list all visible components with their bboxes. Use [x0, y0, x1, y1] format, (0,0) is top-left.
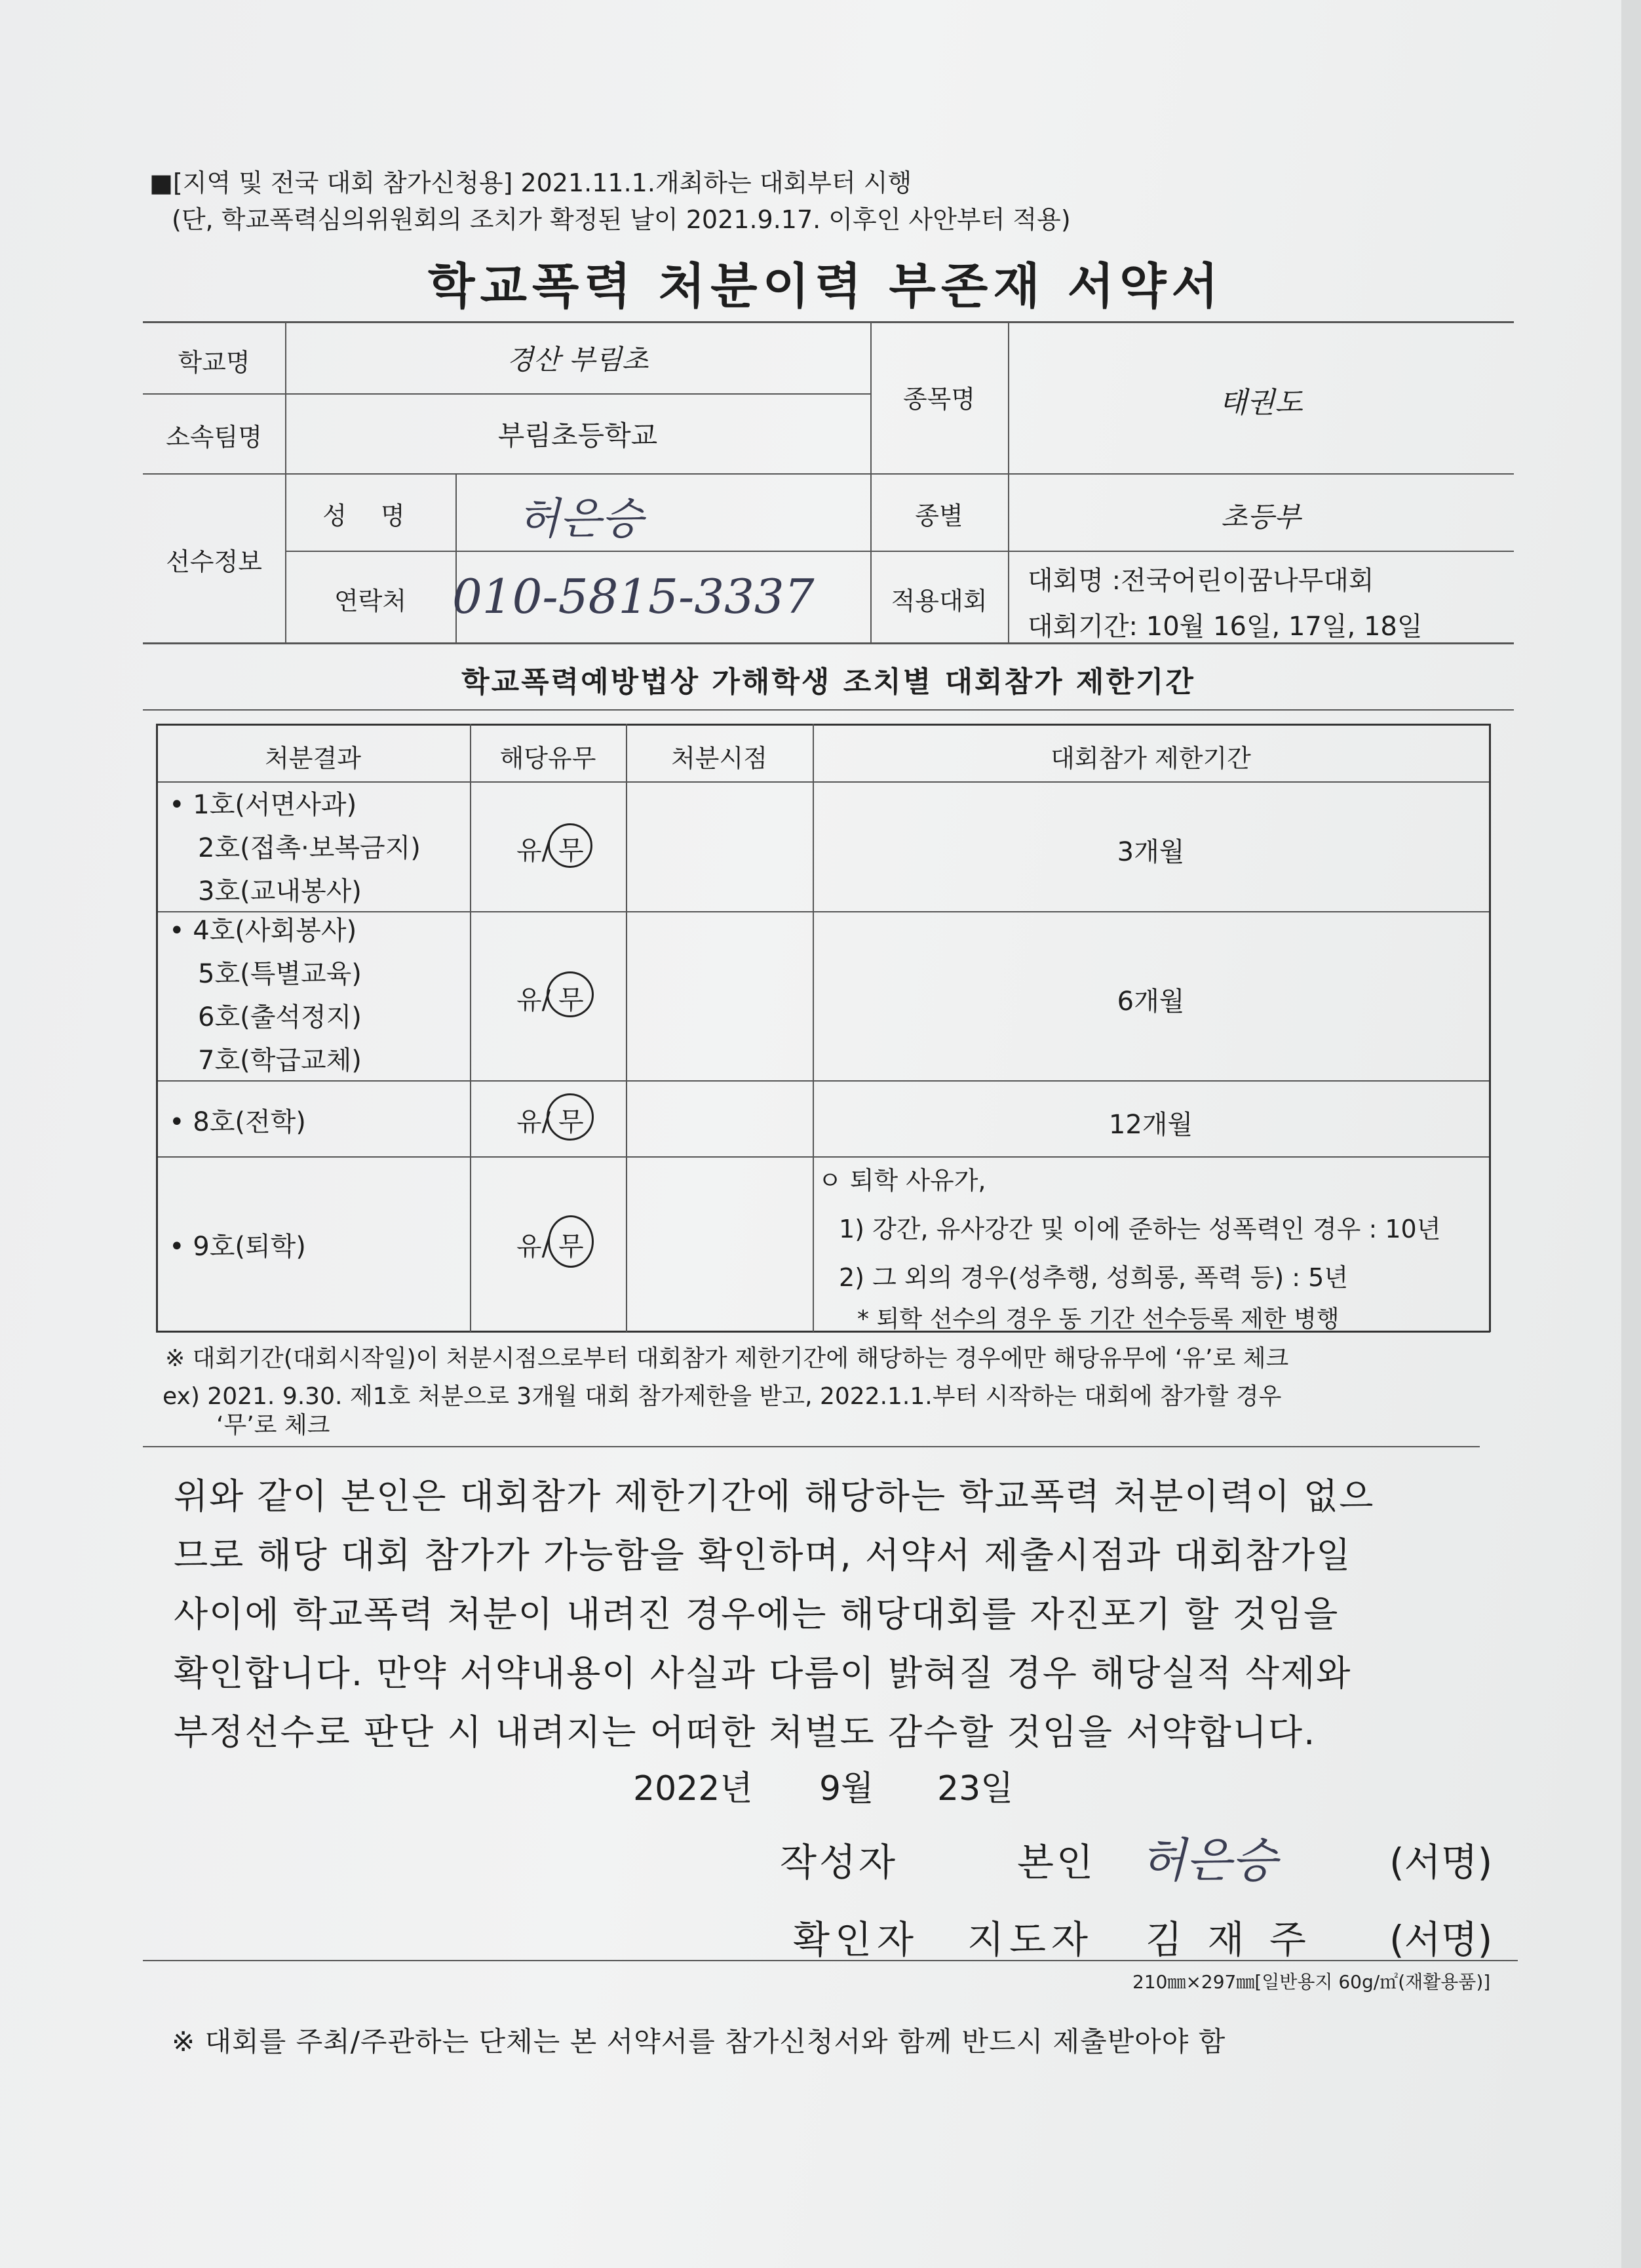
- row2-no-circle-mark: [547, 971, 594, 1017]
- header-result: 처분결과: [265, 744, 361, 773]
- table-row-line-3: [156, 1156, 1490, 1158]
- pledge-line-4: 확인합니다. 만약 서약내용이 사실과 다름이 밝혀질 경우 해당실적 삭제와: [174, 1652, 1352, 1694]
- document-title: 학교폭력 처분이력 부존재 서약서: [427, 258, 1224, 315]
- confirmer-label: 확인자: [793, 1917, 919, 1962]
- row4-no-circle-mark: [548, 1215, 594, 1268]
- pledge-line-1: 위와 같이 본인은 대회참가 제한기간에 해당하는 학교폭력 처분이력이 없으: [174, 1476, 1375, 1517]
- event-value: 태권도: [1219, 386, 1303, 420]
- header-time: 처분시점: [671, 744, 767, 773]
- pledge-line-3: 사이에 학교폭력 처분이 내려진 경우에는 해당대회를 자진포기 할 것임을: [174, 1593, 1340, 1635]
- writer-label: 작성자: [780, 1840, 898, 1885]
- row2-result-1: • 4호(사회봉사): [169, 916, 357, 946]
- row1-no-circle-mark: [548, 823, 592, 868]
- confirmer-name: 김 재 주: [1146, 1917, 1313, 1962]
- info-vline-4: [1008, 321, 1009, 642]
- table-right-border: [1489, 724, 1491, 1332]
- row1-result-1: • 1호(서면사과): [169, 790, 357, 820]
- row2-result-3: 6호(출석정지): [198, 1002, 362, 1032]
- table-header-line: [156, 781, 1490, 783]
- competition-label: 적용대회: [891, 587, 988, 616]
- paper-edge: [1621, 0, 1641, 2268]
- info-line-b: [143, 473, 1514, 475]
- row4-period-line-1: ㅇ 퇴학 사유가,: [818, 1166, 986, 1195]
- player-info-label: 선수정보: [166, 547, 262, 576]
- row1-result-3: 3호(교내봉사): [198, 876, 362, 907]
- note-line-2: ex) 2021. 9.30. 제1호 처분으로 3개월 대회 참가제한을 받고, 2022.1.1.부터 시작하는 대회에 참가할 경우: [163, 1383, 1282, 1410]
- row3-no: 무: [558, 1107, 584, 1137]
- row2-no: 무: [558, 985, 584, 1015]
- event-label: 종목명: [902, 385, 976, 414]
- row4-period-line-2: 1) 강간, 유사강간 및 이에 준하는 성폭력인 경우 : 10년: [839, 1215, 1441, 1243]
- section-bottom-line: [143, 709, 1514, 711]
- contact-value: 010-5815-3337: [452, 569, 815, 624]
- confirmer-role: 지도자: [967, 1917, 1094, 1962]
- row3-period: 12개월: [1108, 1110, 1193, 1140]
- date-day: 23일: [937, 1769, 1014, 1809]
- table-vline-3: [813, 724, 814, 1332]
- writer-sign-mark: (서명): [1389, 1840, 1493, 1885]
- writer-signature: 허은승: [1140, 1833, 1277, 1888]
- competition-period: 대회기간: 10월 16일, 17일, 18일: [1028, 612, 1423, 642]
- date-month: 9월: [819, 1769, 874, 1809]
- header-applicable: 해당유무: [499, 744, 596, 773]
- row2-yes: 유/: [516, 985, 551, 1015]
- row4-period-line-4: * 퇴학 선수의 경우 동 기간 선수등록 제한 병행: [857, 1306, 1340, 1333]
- paper-spec: 210㎜×297㎜[일반용지 60g/㎡(재활용품)]: [1132, 1971, 1491, 1993]
- section-title: 학교폭력예방법상 가해학생 조치별 대회참가 제한기간: [461, 665, 1195, 699]
- row4-result-1: • 9호(퇴학): [169, 1232, 306, 1262]
- contact-label: 연락처: [334, 587, 407, 616]
- team-value: 부림초등학교: [497, 420, 658, 452]
- competition-name: 대회명 :전국어린이꿈나무대회: [1028, 566, 1374, 596]
- row3-yes: 유/: [516, 1107, 551, 1137]
- row1-period: 3개월: [1117, 837, 1185, 867]
- row2-result-2: 5호(특별교육): [198, 959, 362, 989]
- row4-yes: 유/: [516, 1232, 551, 1262]
- name-signature: 허은승: [518, 494, 644, 544]
- table-row-line-2: [156, 1080, 1490, 1082]
- info-line-c: [285, 551, 1514, 552]
- row1-yes: 유/: [516, 836, 551, 866]
- row2-period: 6개월: [1117, 987, 1185, 1017]
- header-period: 대회참가 제한기간: [1051, 744, 1251, 773]
- info-top-line: [143, 321, 1514, 323]
- notice-line-2: (단, 학교폭력심의위원회의 조치가 확정된 날이 2021.9.17. 이후인 사안부터 적용): [172, 205, 1071, 234]
- row2-result-4: 7호(학급교체): [198, 1046, 362, 1076]
- table-left-border: [156, 724, 158, 1332]
- school-value: 경산 부림초: [507, 343, 649, 376]
- team-label: 소속팀명: [166, 423, 262, 452]
- table-top-border: [156, 724, 1490, 726]
- school-label: 학교명: [178, 348, 250, 377]
- notes-bottom-line: [143, 1446, 1480, 1447]
- division-label: 종별: [915, 501, 963, 530]
- date-year: 2022년: [633, 1769, 753, 1809]
- signature-bottom-line: [143, 1960, 1518, 1961]
- row4-no: 무: [558, 1232, 584, 1262]
- note-line-3: ‘무’로 체크: [216, 1412, 330, 1439]
- row4-period-line-3: 2) 그 외의 경우(성추행, 성희롱, 폭력 등) : 5년: [839, 1263, 1349, 1292]
- info-line-a: [143, 393, 870, 395]
- confirmer-sign-mark: (서명): [1389, 1917, 1493, 1962]
- pledge-line-2: 므로 해당 대회 참가가 가능함을 확인하며, 서약서 제출시점과 대회참가일: [174, 1535, 1352, 1576]
- row3-no-circle-mark: [547, 1093, 594, 1141]
- writer-role: 본인: [1017, 1840, 1096, 1885]
- row1-result-2: 2호(접촉·보복금지): [198, 833, 421, 863]
- pledge-line-5: 부정선수로 판단 시 내려지는 어떠한 처벌도 감수할 것임을 서약합니다.: [174, 1711, 1317, 1753]
- row3-result-1: • 8호(전학): [169, 1107, 306, 1137]
- footer-note: ※ 대회를 주최/주관하는 단체는 본 서약서를 참가신청서와 함께 반드시 제출받아야 함: [172, 2025, 1226, 2058]
- division-value: 초등부: [1221, 501, 1301, 533]
- table-vline-2: [626, 724, 627, 1332]
- name-label: 성 명: [322, 501, 418, 530]
- row1-no: 무: [558, 836, 584, 866]
- notice-line-1: ■[지역 및 전국 대회 참가신청용] 2021.11.1.개최하는 대회부터 시행: [149, 168, 912, 197]
- table-vline-1: [470, 724, 471, 1332]
- note-line-1: ※ 대회기간(대회시작일)이 처분시점으로부터 대회참가 제한기간에 해당하는 경우에만 해당유무에 ‘유’로 체크: [165, 1345, 1289, 1372]
